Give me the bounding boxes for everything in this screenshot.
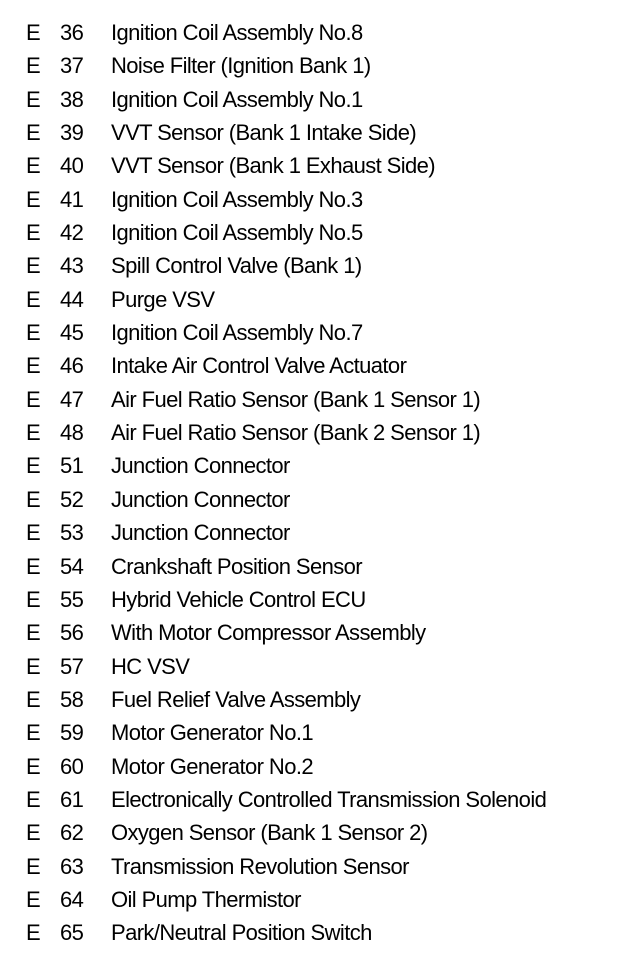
list-item: [0, 850, 624, 883]
connector-name: Oil Pump Thermistor: [111, 886, 301, 912]
list-item: [0, 550, 624, 583]
list-item: [0, 16, 624, 49]
connector-name: Ignition Coil Assembly No.3: [111, 186, 363, 212]
connector-number: 39: [60, 120, 84, 146]
connector-number: 40: [60, 153, 84, 179]
connector-name: Motor Generator No.2: [111, 753, 313, 779]
list-item: [0, 383, 624, 416]
connector-prefix: E: [26, 520, 41, 546]
connector-name: Noise Filter (Ignition Bank 1): [111, 53, 371, 79]
connector-prefix: E: [26, 153, 41, 179]
list-item: [0, 449, 624, 482]
connector-name: Motor Generator No.1: [111, 720, 313, 746]
connector-prefix: E: [26, 53, 41, 79]
connector-list: [0, 16, 624, 950]
connector-number: 62: [60, 820, 84, 846]
connector-number: 45: [60, 320, 84, 346]
connector-number: 46: [60, 353, 84, 379]
list-item: [0, 583, 624, 616]
connector-prefix: E: [26, 386, 41, 412]
connector-number: 53: [60, 520, 84, 546]
list-item: [0, 683, 624, 716]
connector-prefix: E: [26, 286, 41, 312]
connector-prefix: E: [26, 920, 41, 946]
connector-prefix: E: [26, 486, 41, 512]
connector-prefix: E: [26, 220, 41, 246]
list-item: [0, 516, 624, 549]
connector-number: 43: [60, 253, 84, 279]
connector-name: HC VSV: [111, 653, 190, 679]
connector-name: Transmission Revolution Sensor: [111, 853, 409, 879]
list-item: [0, 116, 624, 149]
connector-name: Ignition Coil Assembly No.8: [111, 20, 363, 45]
list-item: [0, 83, 624, 116]
list-item: [0, 49, 624, 82]
connector-prefix: E: [26, 720, 41, 746]
connector-name: Air Fuel Ratio Sensor (Bank 1 Sensor 1): [111, 386, 481, 412]
connector-prefix: E: [26, 653, 41, 679]
connector-name: VVT Sensor (Bank 1 Intake Side): [111, 120, 417, 146]
connector-prefix: E: [26, 786, 41, 812]
connector-number: 41: [60, 186, 84, 212]
connector-number: 58: [60, 686, 84, 712]
connector-name: Crankshaft Position Sensor: [111, 553, 362, 579]
connector-name: Hybrid Vehicle Control ECU: [111, 586, 366, 612]
connector-prefix: E: [26, 453, 41, 479]
connector-number: 59: [60, 720, 84, 746]
connector-number: 61: [60, 786, 84, 812]
connector-name: Ignition Coil Assembly No.5: [111, 220, 363, 246]
connector-number: 65: [60, 920, 84, 946]
list-item: [0, 249, 624, 282]
connector-name: Fuel Relief Valve Assembly: [111, 686, 361, 712]
connector-number: 38: [60, 86, 84, 112]
list-item: [0, 416, 624, 449]
connector-number: 56: [60, 620, 84, 646]
list-item: [0, 883, 624, 916]
connector-prefix: E: [26, 253, 41, 279]
list-item: [0, 216, 624, 249]
connector-prefix: E: [26, 186, 41, 212]
connector-name: Electronically Controlled Transmission Solenoid: [111, 786, 547, 812]
connector-name: Junction Connector: [111, 486, 290, 512]
connector-name: VVT Sensor (Bank 1 Exhaust Side): [111, 153, 436, 179]
connector-prefix: E: [26, 420, 41, 446]
connector-number: 42: [60, 220, 84, 246]
connector-name: Spill Control Valve (Bank 1): [111, 253, 362, 279]
connector-number: 54: [60, 553, 84, 579]
list-item: [0, 616, 624, 649]
list-item: [0, 183, 624, 216]
connector-name: Junction Connector: [111, 453, 290, 479]
connector-number: 48: [60, 420, 84, 446]
connector-prefix: E: [26, 620, 41, 646]
connector-prefix: E: [26, 853, 41, 879]
connector-name: Air Fuel Ratio Sensor (Bank 2 Sensor 1): [111, 420, 481, 446]
connector-number: 51: [60, 453, 84, 479]
list-item: [0, 349, 624, 382]
connector-name: Ignition Coil Assembly No.7: [111, 320, 363, 346]
connector-prefix: E: [26, 820, 41, 846]
list-item: [0, 750, 624, 783]
connector-prefix: E: [26, 686, 41, 712]
connector-name: Junction Connector: [111, 520, 290, 546]
connector-name: Purge VSV: [111, 286, 215, 312]
connector-prefix: E: [26, 586, 41, 612]
list-item: [0, 149, 624, 182]
connector-name: Intake Air Control Valve Actuator: [111, 353, 407, 379]
connector-prefix: E: [26, 86, 41, 112]
connector-number: 47: [60, 386, 84, 412]
connector-prefix: E: [26, 886, 41, 912]
connector-number: 63: [60, 853, 84, 879]
connector-name: Park/Neutral Position Switch: [111, 920, 372, 946]
connector-number: 44: [60, 286, 84, 312]
list-item: [0, 816, 624, 849]
connector-prefix: E: [26, 553, 41, 579]
connector-prefix: E: [26, 20, 41, 45]
connector-prefix: E: [26, 353, 41, 379]
connector-name: Ignition Coil Assembly No.1: [111, 86, 363, 112]
connector-number: 64: [60, 886, 84, 912]
list-item: [0, 916, 624, 949]
connector-number: 36: [60, 20, 84, 45]
connector-name: Oxygen Sensor (Bank 1 Sensor 2): [111, 820, 428, 846]
connector-number: 55: [60, 586, 84, 612]
list-item: [0, 783, 624, 816]
list-item: [0, 483, 624, 516]
connector-number: 60: [60, 753, 84, 779]
connector-name: With Motor Compressor Assembly: [111, 620, 426, 646]
list-item: [0, 716, 624, 749]
connector-prefix: E: [26, 120, 41, 146]
connector-number: 52: [60, 486, 84, 512]
list-item: [0, 283, 624, 316]
list-item: [0, 316, 624, 349]
connector-prefix: E: [26, 753, 41, 779]
list-item: [0, 650, 624, 683]
connector-number: 57: [60, 653, 84, 679]
connector-number: 37: [60, 53, 84, 79]
connector-prefix: E: [26, 320, 41, 346]
